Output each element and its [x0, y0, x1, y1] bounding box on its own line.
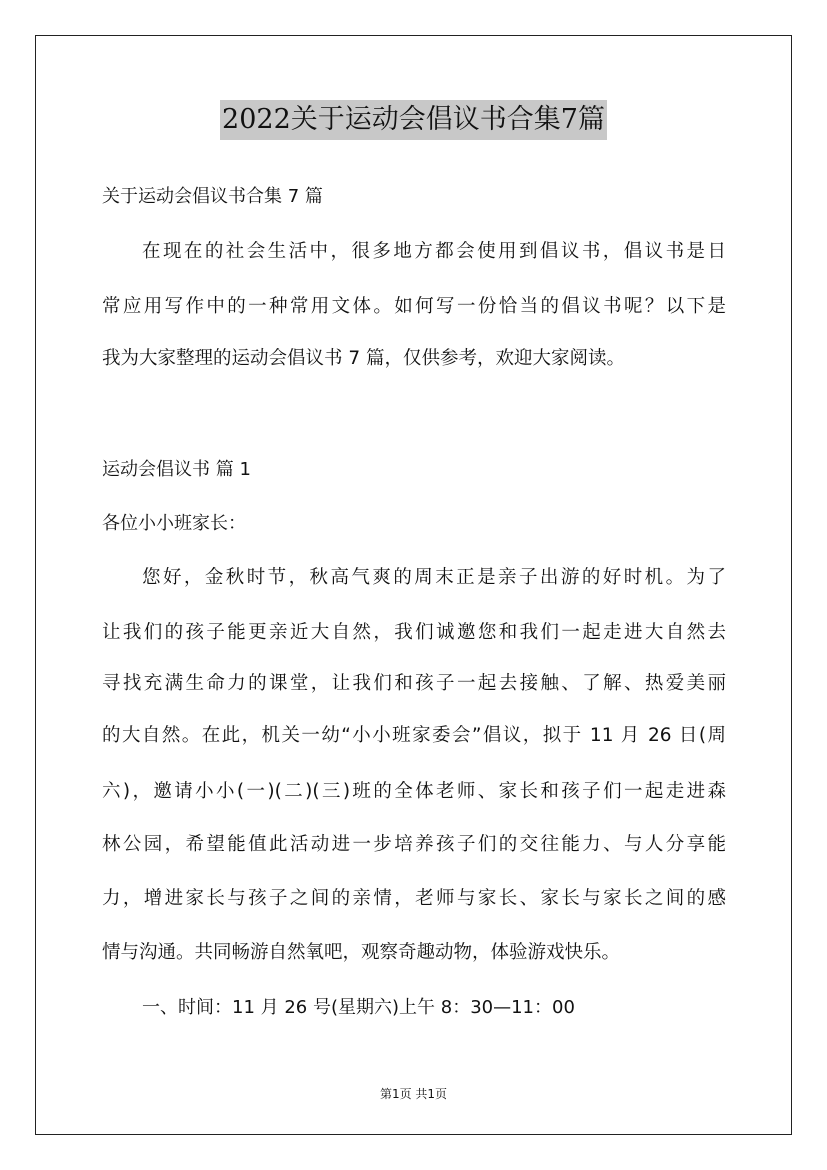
body-line: 寻找充满生命力的课堂，让我们和孩子一起去接触、了解、热爱美丽: [102, 673, 726, 694]
document-subtitle: 关于运动会倡议书合集 7 篇: [102, 186, 323, 207]
body-line: 让我们的孩子能更亲近大自然，我们诚邀您和我们一起走进大自然去: [102, 622, 726, 643]
section-heading: 运动会倡议书 篇 1: [102, 459, 251, 480]
body-line: 林公园，希望能值此活动进一步培养孩子们的交往能力、与人分享能: [102, 834, 726, 855]
body-line: 六)，邀请小小(一)(二)(三)班的全体老师、家长和孩子们一起走进森: [102, 781, 726, 802]
time-line: 一、时间：11 月 26 号(星期六)上午 8：30—11：00: [142, 997, 575, 1018]
intro-line: 常应用写作中的一种常用文体。如何写一份恰当的倡议书呢？以下是: [102, 296, 726, 317]
body-line: 力，增进家长与孩子之间的亲情，老师与家长、家长与家长之间的感: [102, 888, 726, 909]
document-title: 2022关于运动会倡议书合集7篇: [220, 100, 607, 140]
intro-line: 我为大家整理的运动会倡议书 7 篇，仅供参考，欢迎大家阅读。: [102, 348, 626, 369]
salutation: 各位小小班家长：: [102, 513, 246, 534]
body-line: 的大自然。在此，机关一幼“小小班家委会”倡议，拟于 11 月 26 日(周: [102, 725, 726, 746]
page-footer: 第1页 共1页: [379, 1087, 448, 1101]
body-line: 您好，金秋时节，秋高气爽的周末正是亲子出游的好时机。为了: [142, 567, 726, 588]
intro-line: 在现在的社会生活中，很多地方都会使用到倡议书，倡议书是日: [142, 241, 726, 262]
body-line: 情与沟通。共同畅游自然氧吧，观察奇趣动物，体验游戏快乐。: [102, 942, 621, 963]
